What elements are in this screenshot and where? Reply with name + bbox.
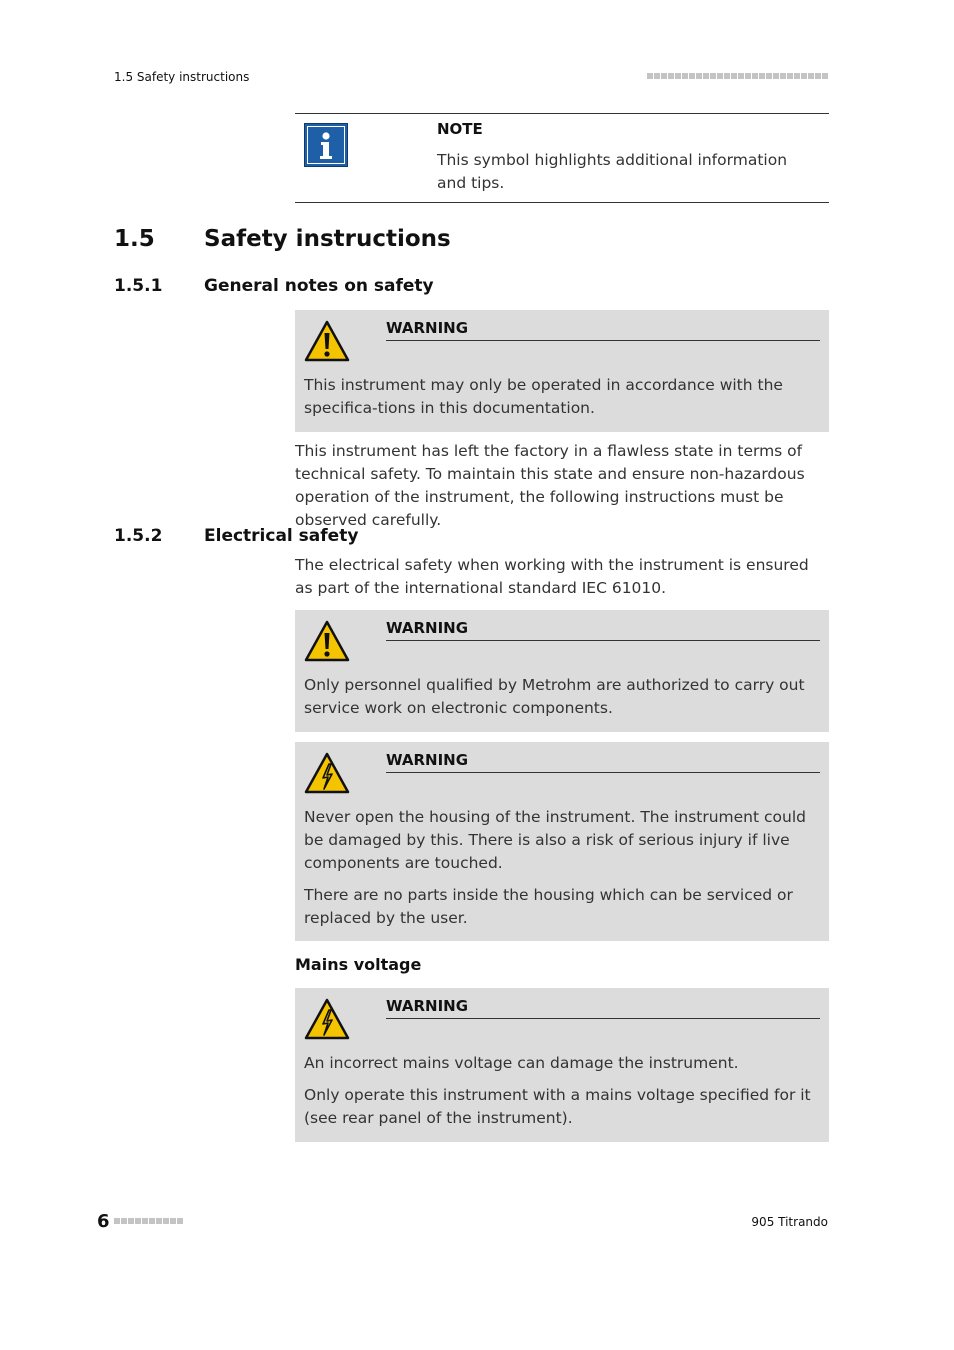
body-paragraph: This instrument has left the factory in a flawless state in terms of technical safety. To maintain this state and ensure non-hazardous operation of the instrument, the following instructions must be observed carefully. (295, 442, 805, 529)
high-voltage-icon (304, 998, 350, 1040)
dot (135, 1218, 141, 1224)
dot (787, 73, 793, 79)
dot (163, 1218, 169, 1224)
dot (773, 73, 779, 79)
warning-box (295, 742, 829, 941)
section-title: Safety instructions (204, 226, 451, 252)
warning-box (295, 988, 829, 1142)
section-number: 1.5 (114, 226, 155, 252)
warning-title: WARNING (386, 319, 820, 341)
dot (710, 73, 716, 79)
dot (717, 73, 723, 79)
header-dots (647, 73, 828, 79)
dot (675, 73, 681, 79)
dot (647, 73, 653, 79)
dot (654, 73, 660, 79)
warning-title: WARNING (386, 751, 820, 773)
warning-text: An incorrect mains voltage can damage the instrument. (304, 1054, 739, 1072)
subsection-number: 1.5.2 (114, 526, 163, 546)
warning-text: There are no parts inside the housing which can be serviced or replaced by the user. (304, 886, 793, 927)
note-box (295, 113, 829, 203)
dot (142, 1218, 148, 1224)
subsection-heading-general (114, 276, 434, 296)
dot (128, 1218, 134, 1224)
dot (794, 73, 800, 79)
dot (738, 73, 744, 79)
dot (668, 73, 674, 79)
info-icon (304, 123, 348, 167)
page-number: 6 (97, 1211, 110, 1232)
warning-body (304, 374, 820, 429)
warning-text: Only operate this instrument with a mains voltage specified for it (see rear panel of the instrument). (304, 1086, 811, 1127)
dot (661, 73, 667, 79)
dot (121, 1218, 127, 1224)
dot (689, 73, 695, 79)
note-title: NOTE (437, 120, 483, 138)
warning-body (304, 674, 820, 729)
footer-dots (114, 1218, 183, 1224)
dot (703, 73, 709, 79)
warning-body (304, 806, 820, 939)
mains-voltage-heading: Mains voltage (295, 955, 422, 974)
dot (731, 73, 737, 79)
dot (801, 73, 807, 79)
dot (682, 73, 688, 79)
subsection-title: General notes on safety (204, 276, 434, 296)
dot (156, 1218, 162, 1224)
warning-box (295, 610, 829, 732)
warning-text: Never open the housing of the instrument. The instrument could be damaged by this. There is also a risk of serious injury if live components are touched. (304, 808, 806, 872)
subsection-title: Electrical safety (204, 526, 359, 546)
warning-text: This instrument may only be operated in accordance with the specifica-tions in this documentation. (304, 376, 783, 417)
warning-title: WARNING (386, 619, 820, 641)
dot (815, 73, 821, 79)
dot (745, 73, 751, 79)
running-header: 1.5 Safety instructions (114, 70, 250, 84)
dot (808, 73, 814, 79)
warning-body (304, 1052, 820, 1139)
warning-triangle-icon (304, 320, 350, 362)
subsection-heading-electrical (114, 526, 358, 546)
dot (170, 1218, 176, 1224)
body-paragraph: The electrical safety when working with the instrument is ensured as part of the international standard IEC 61010. (295, 556, 809, 597)
dot (766, 73, 772, 79)
dot (177, 1218, 183, 1224)
warning-title: WARNING (386, 997, 820, 1019)
subsection-number: 1.5.1 (114, 276, 163, 296)
warning-text: Only personnel qualified by Metrohm are authorized to carry out service work on electronic components. (304, 676, 805, 717)
dot (780, 73, 786, 79)
high-voltage-icon (304, 752, 350, 794)
dot (696, 73, 702, 79)
warning-triangle-icon (304, 620, 350, 662)
dot (822, 73, 828, 79)
section-heading (114, 226, 451, 252)
note-text: This symbol highlights additional information and tips. (437, 151, 788, 192)
dot (759, 73, 765, 79)
dot (752, 73, 758, 79)
dot (114, 1218, 120, 1224)
warning-box (295, 310, 829, 432)
dot (724, 73, 730, 79)
footer-product: 905 Titrando (751, 1215, 828, 1229)
dot (149, 1218, 155, 1224)
